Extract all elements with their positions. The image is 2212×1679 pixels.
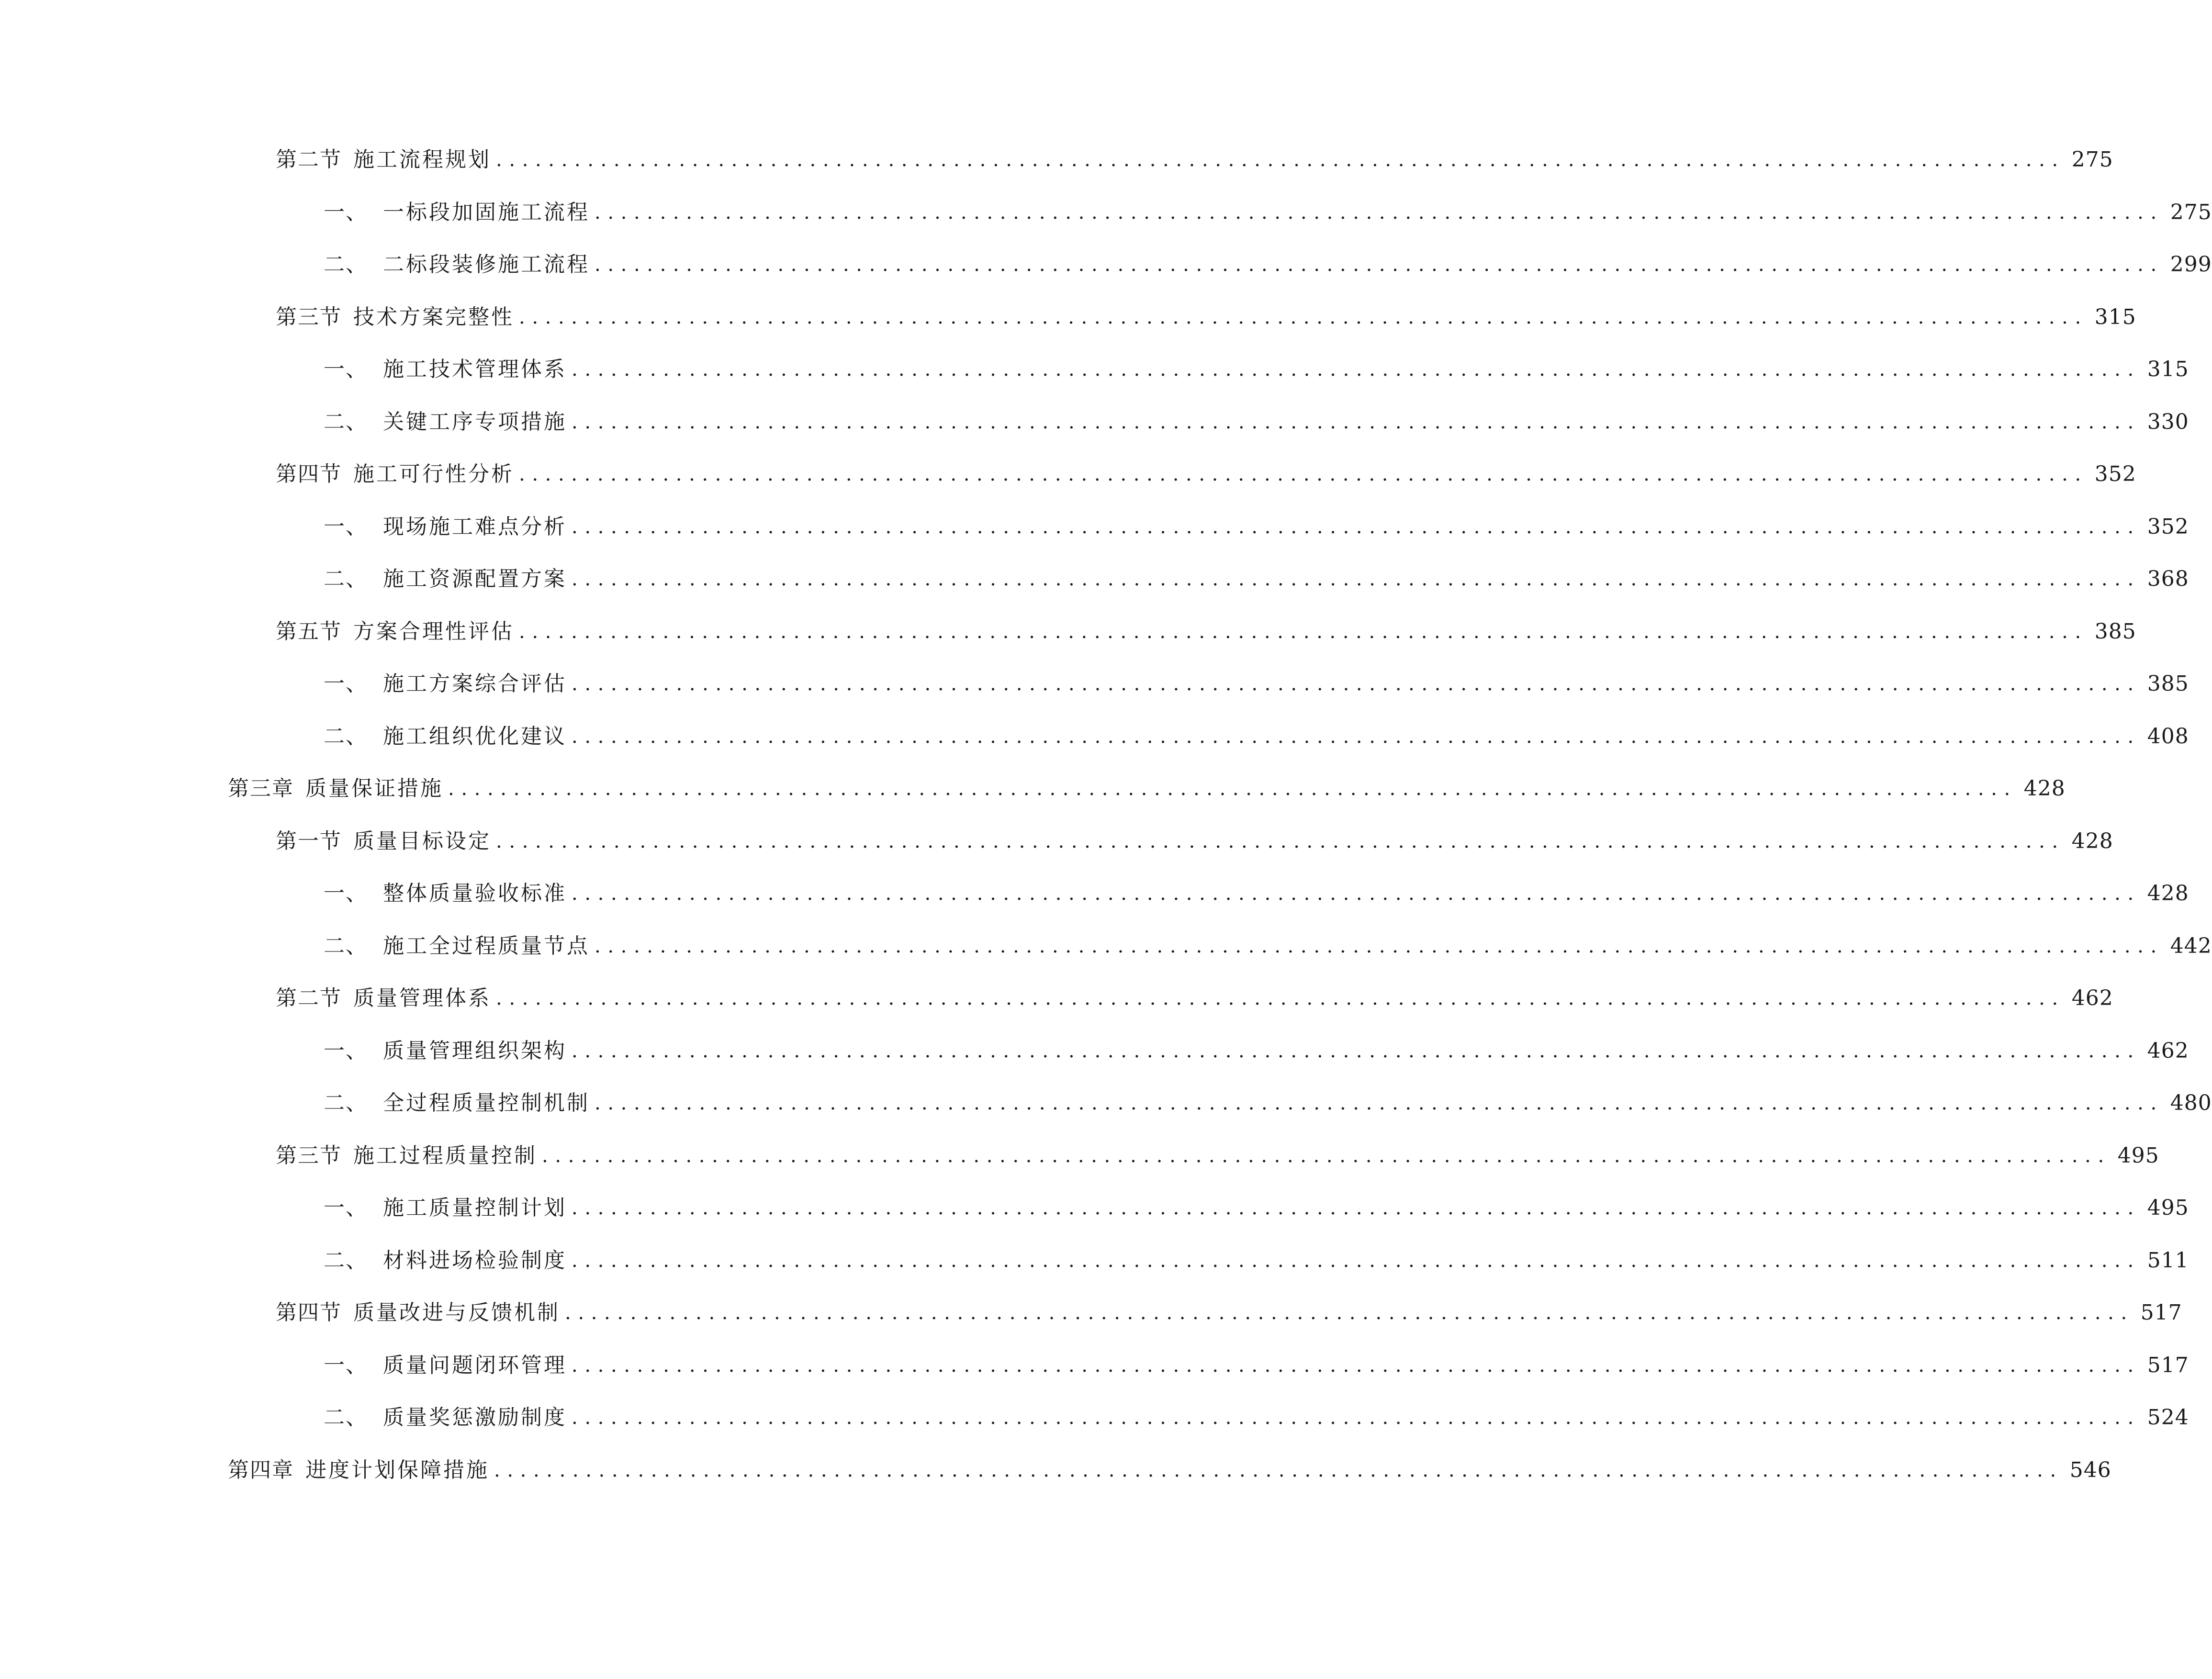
toc-entry-page-number: 428 [2147,881,2189,906]
toc-entry-number: 二、 [324,1248,368,1273]
toc-entry-title: 质量奖惩激励制度 [383,1405,567,1430]
toc-entry[interactable] [324,246,2212,284]
toc-entry[interactable] [276,613,2136,651]
toc-entry-page-number: 442 [2170,934,2212,958]
toc-entry-page-number: 368 [2147,567,2189,591]
toc-entry[interactable] [324,1346,2189,1385]
toc-entry-number: 第四节 [276,462,342,486]
toc-entry-title: 施工技术管理体系 [383,357,567,381]
toc-entry[interactable] [324,927,2212,965]
dot-leader: ........................................................................................................................ [496,830,2065,852]
toc-entry[interactable] [276,1294,2182,1332]
toc-entry-title: 施工资源配置方案 [383,567,567,591]
toc-entry[interactable] [324,1399,2189,1437]
toc-entry-page-number: 495 [2147,1196,2189,1220]
toc-entry-title: 施工质量控制计划 [383,1196,567,1220]
toc-entry-title: 全过程质量控制机制 [383,1091,590,1115]
toc-entry[interactable] [276,822,2113,861]
toc-entry-title: 质量问题闭环管理 [383,1353,567,1377]
toc-entry-title: 施工过程质量控制 [353,1143,537,1168]
toc-entry-title: 施工方案综合评估 [383,672,567,696]
toc-entry-page-number: 352 [2094,462,2136,486]
toc-entry-page-number: 495 [2117,1143,2159,1168]
toc-entry-title: 质量保证措施 [305,776,443,801]
dot-leader: ........................................................................................................................ [572,568,2141,590]
dot-leader: ........................................................................................................................ [572,1197,2141,1219]
toc-entry-number: 第三节 [276,1143,342,1168]
dot-leader: ........................................................................................................................ [519,463,2088,485]
toc-entry-page-number: 546 [2069,1458,2111,1482]
toc-entry[interactable] [276,1137,2159,1175]
dot-leader: ........................................................................................................................ [572,883,2141,905]
dot-leader: ........................................................................................................................ [572,411,2141,433]
dot-leader: ........................................................................................................................ [496,987,2065,1009]
toc-entry-page-number: 330 [2147,410,2189,434]
toc-entry-title: 质量目标设定 [353,829,491,853]
dot-leader: ........................................................................................................................ [572,673,2141,695]
toc-entry-number: 第四节 [276,1300,342,1325]
dot-leader: ........................................................................................................................ [496,149,2065,171]
toc-entry[interactable] [324,350,2189,389]
dot-leader: ........................................................................................................................ [595,201,2164,224]
toc-entry-number: 第五节 [276,619,342,644]
toc-entry-number: 第四章 [228,1458,294,1482]
toc-entry[interactable] [324,874,2189,913]
toc-entry[interactable] [324,508,2189,546]
toc-entry[interactable] [324,403,2189,441]
dot-leader: ........................................................................................................................ [572,1354,2141,1377]
toc-entry-page-number: 462 [2071,986,2113,1010]
toc-entry-title: 整体质量验收标准 [383,881,567,906]
toc-entry-number: 一、 [324,881,368,906]
toc-entry-number: 第二节 [276,986,342,1010]
toc-entry-number: 一、 [324,1196,368,1220]
toc-entry-number: 一、 [324,1039,368,1063]
toc-entry-page-number: 385 [2094,619,2136,644]
toc-entry-number: 一、 [324,200,368,224]
dot-leader: ........................................................................................................................ [572,1040,2141,1062]
toc-entry-number: 一、 [324,357,368,381]
toc-entry-page-number: 352 [2147,515,2189,539]
dot-leader: ........................................................................................................................ [572,516,2141,538]
toc-entry-page-number: 462 [2147,1039,2189,1063]
toc-entry-title: 关键工序专项措施 [383,410,567,434]
dot-leader: ........................................................................................................................ [448,778,2017,800]
toc-entry[interactable] [324,1032,2189,1070]
toc-entry-page-number: 275 [2170,200,2212,224]
toc-entry-page-number: 275 [2071,147,2113,172]
dot-leader: ........................................................................................................................ [542,1145,2111,1167]
toc-entry-page-number: 299 [2170,252,2212,277]
toc-entry-title: 方案合理性评估 [353,619,514,644]
toc-entry-number: 二、 [324,1405,368,1430]
dot-leader: ........................................................................................................................ [595,254,2164,276]
toc-entry-title: 质量管理体系 [353,986,491,1010]
dot-leader: ........................................................................................................................ [519,306,2088,328]
toc-entry-title: 施工全过程质量节点 [383,934,590,958]
toc-entry[interactable] [276,455,2136,493]
dot-leader: ........................................................................................................................ [572,1407,2141,1429]
toc-entry[interactable] [276,298,2136,336]
toc-entry-title: 材料进场检验制度 [383,1248,567,1273]
toc-entry-number: 第三章 [228,776,294,801]
toc-entry-number: 第二节 [276,147,342,172]
toc-entry-page-number: 385 [2147,672,2189,696]
toc-entry-number: 二、 [324,1091,368,1115]
toc-entry[interactable] [324,1242,2189,1280]
toc-entry[interactable] [228,770,2066,808]
toc-entry-page-number: 524 [2147,1405,2189,1430]
toc-entry[interactable] [276,141,2113,179]
toc-entry-title: 技术方案完整性 [353,305,514,329]
dot-leader: ........................................................................................................................ [565,1302,2134,1324]
toc-entry-number: 一、 [324,672,368,696]
toc-entry-title: 进度计划保障措施 [305,1458,489,1482]
toc-entry-title: 施工流程规划 [353,147,491,172]
toc-entry-number: 一、 [324,1353,368,1377]
dot-leader: ........................................................................................................................ [572,1250,2141,1272]
toc-entry-page-number: 315 [2094,305,2136,329]
toc-entry-number: 二、 [324,252,368,277]
toc-entry[interactable] [276,979,2113,1018]
toc-entry-page-number: 480 [2170,1091,2212,1115]
toc-entry-number: 二、 [324,567,368,591]
toc-entry-page-number: 517 [2147,1353,2189,1377]
toc-entry[interactable] [324,717,2189,756]
toc-entry-page-number: 315 [2147,357,2189,381]
toc-entry-number: 第三节 [276,305,342,329]
toc-entry-title: 现场施工难点分析 [383,515,567,539]
toc-entry-number: 二、 [324,724,368,749]
toc-entry[interactable] [228,1451,2111,1489]
toc-entry-page-number: 408 [2147,724,2189,749]
toc-entry-number: 二、 [324,934,368,958]
dot-leader: ........................................................................................................................ [494,1459,2063,1481]
toc-entry-page-number: 428 [2023,776,2066,801]
toc-entry[interactable] [324,1189,2189,1227]
toc-entry[interactable] [324,665,2189,703]
toc-entry-page-number: 517 [2140,1300,2182,1325]
toc-entry-number: 第一节 [276,829,342,853]
toc-entry[interactable] [324,193,2212,232]
toc-entry-title: 一标段加固施工流程 [383,200,590,224]
dot-leader: ........................................................................................................................ [572,358,2141,381]
toc-entry-title: 质量管理组织架构 [383,1039,567,1063]
toc-entry-title: 施工可行性分析 [353,462,514,486]
toc-entry[interactable] [324,1084,2212,1122]
toc-entry-page-number: 428 [2071,829,2113,853]
toc-entry[interactable] [324,560,2189,598]
toc-entry-title: 质量改进与反馈机制 [353,1300,560,1325]
dot-leader: ........................................................................................................................ [595,1092,2164,1114]
toc-entry-title: 二标段装修施工流程 [383,252,590,277]
toc-entry-title: 施工组织优化建议 [383,724,567,749]
toc-entry-number: 二、 [324,410,368,434]
dot-leader: ........................................................................................................................ [595,935,2164,957]
toc-entry-number: 一、 [324,515,368,539]
dot-leader: ........................................................................................................................ [572,726,2141,748]
toc-entry-page-number: 511 [2147,1248,2189,1273]
dot-leader: ........................................................................................................................ [519,621,2088,643]
